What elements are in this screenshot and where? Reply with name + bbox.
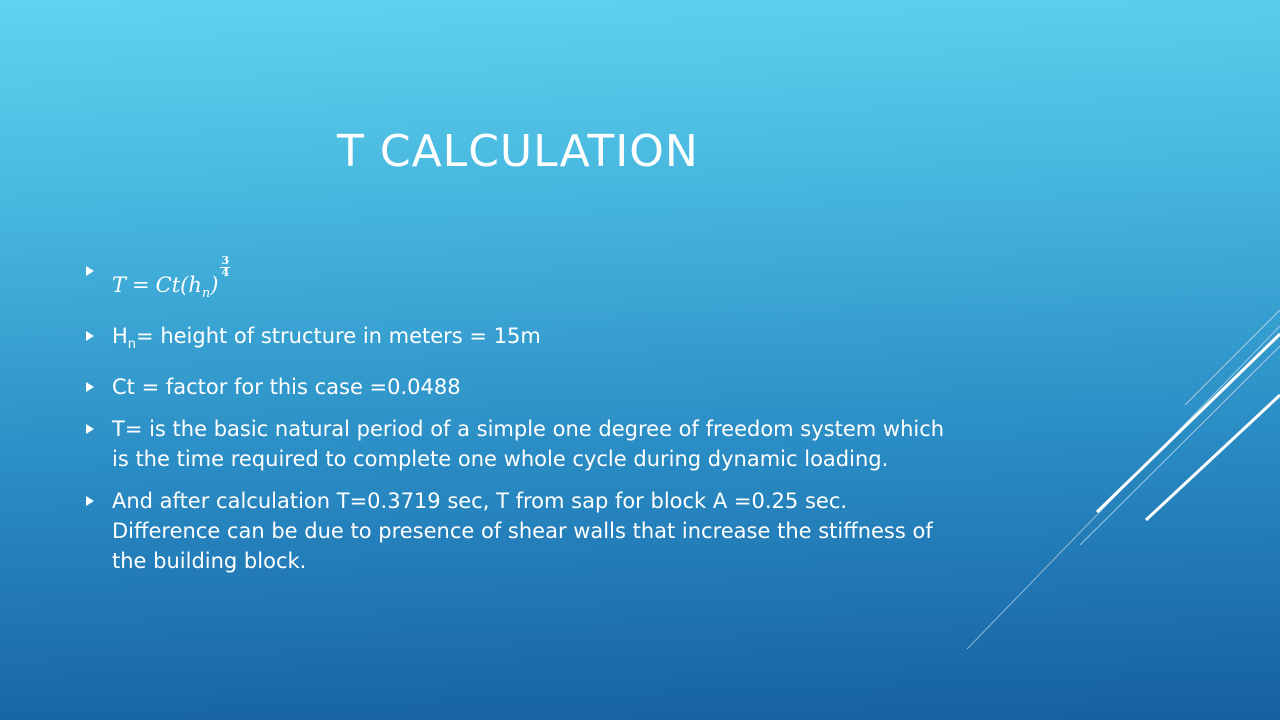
bullet-result-text: And after calculation T=0.3719 sec, T from sap for block A =0.25 sec. Difference can be due to presence of shear walls that increase the stiffness of the building block. [112, 489, 933, 573]
bullet-definition-text: T= is the basic natural period of a simple one degree of freedom system which is the time required to complete one whole cycle during dynamic loading. [112, 417, 945, 471]
formula-equals: = [132, 273, 150, 297]
decor-line-5 [967, 326, 1280, 649]
decor-line-2 [1146, 395, 1280, 520]
bullet-height-sub: n [127, 337, 137, 352]
decor-line-4 [1185, 310, 1280, 405]
formula-rhs-base: Ct(h [155, 273, 202, 297]
decor-line-1 [1097, 334, 1280, 512]
formula-lhs: T [112, 273, 127, 297]
formula-exp-num: 3 [221, 254, 230, 267]
bullet-ct-text: Ct = factor for this case =0.0488 [112, 375, 461, 399]
slide-title: T CALCULATION [337, 126, 699, 177]
formula-rhs-close: ) [210, 273, 219, 297]
formula-exp-den: 4 [221, 266, 230, 279]
bullet-height-prefix: H [112, 324, 128, 348]
formula-rhs-sub: n [201, 286, 211, 301]
bullet-height-text: = height of structure in meters = 15m [136, 324, 541, 348]
decor-line-3 [1080, 346, 1280, 545]
